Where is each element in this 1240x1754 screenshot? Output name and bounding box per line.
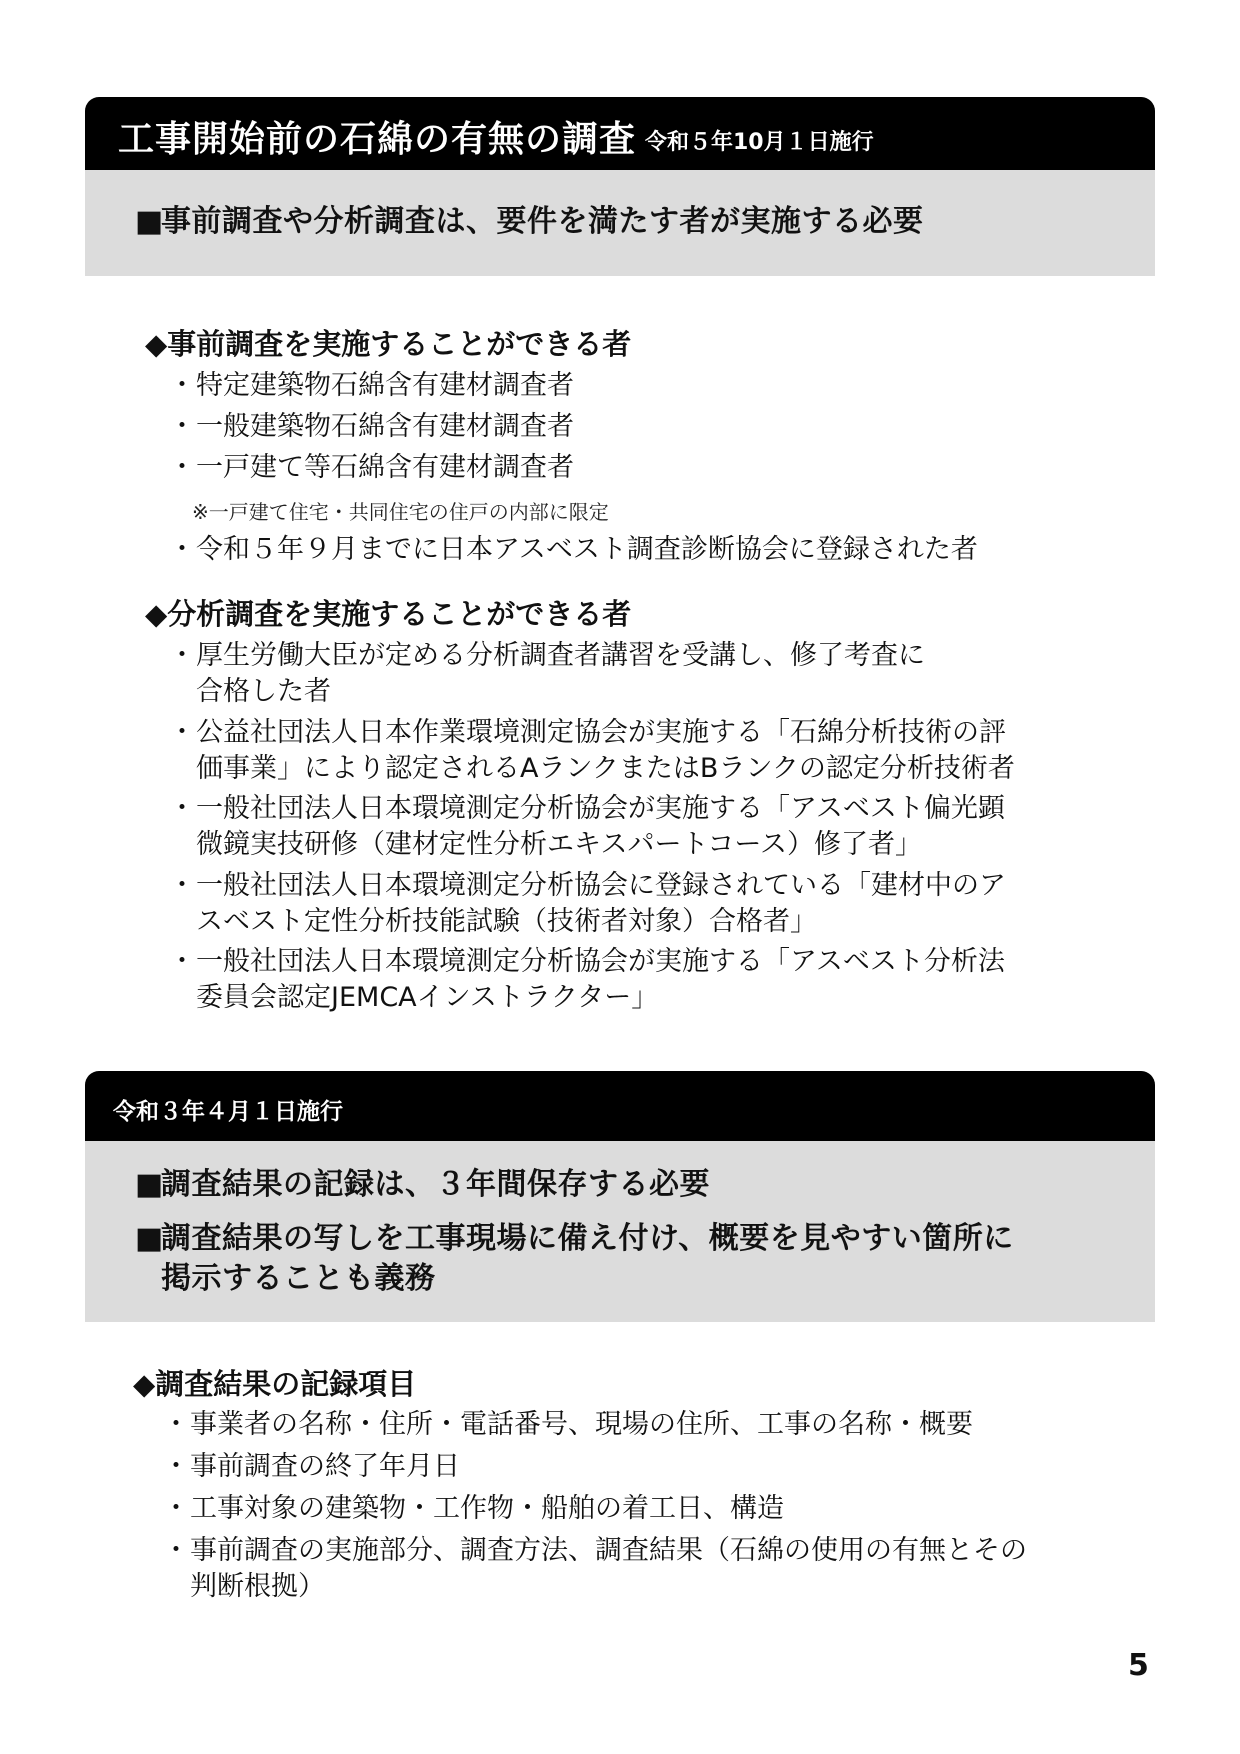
bullet-icon: ・ bbox=[168, 370, 196, 401]
page-number: 5 bbox=[1128, 1648, 1149, 1683]
bullet-icon: ・ bbox=[168, 534, 196, 565]
list-item: ・事前調査の終了年月日 bbox=[162, 1449, 460, 1485]
section-header-asbestos-survey bbox=[85, 97, 1155, 170]
bullet-icon: ・ bbox=[168, 793, 196, 824]
requirement-text: ■事前調査や分析調査は、要件を満たす者が実施する必要 bbox=[135, 204, 924, 239]
bullet-icon: ・ bbox=[168, 640, 196, 671]
list-item: ・一般社団法人日本環境測定分析協会が実施する「アスベスト分析法 委員会認定JEMCAインストラクター」 bbox=[168, 946, 1005, 1013]
requirement-box bbox=[85, 170, 1155, 276]
bullet-icon: ・ bbox=[168, 870, 196, 901]
list-item: ・厚生労働大臣が定める分析調査者講習を受講し、修了考査に 合格した者 bbox=[168, 640, 925, 707]
list-item: ・一戸建て等石綿含有建材調査者 bbox=[168, 450, 574, 486]
bullet-icon: ・ bbox=[162, 1451, 190, 1482]
bullet-icon: ・ bbox=[162, 1535, 190, 1566]
bullet-icon: ・ bbox=[168, 452, 196, 483]
list-item: ・公益社団法人日本作業環境測定協会が実施する「石綿分析技術の評 価事業」により認定されるAランクまたはBランクの認定分析技術者 bbox=[168, 717, 1015, 784]
record-items-heading: ◆調査結果の記録項目 bbox=[133, 1367, 417, 1401]
list-item: ・工事対象の建築物・工作物・船舶の着工日、構造 bbox=[162, 1491, 784, 1527]
section-title: 工事開始前の石綿の有無の調査 bbox=[118, 119, 637, 160]
section-header-record-keeping bbox=[85, 1071, 1155, 1141]
bullet-icon: ・ bbox=[162, 1493, 190, 1524]
requirement-box bbox=[85, 1141, 1155, 1322]
list-item: ・令和５年９月までに日本アスベスト調査診断協会に登録された者 bbox=[168, 532, 978, 568]
bullet-icon: ・ bbox=[168, 946, 196, 977]
bullet-icon: ・ bbox=[168, 717, 196, 748]
list-item: ・事業者の名称・住所・電話番号、現場の住所、工事の名称・概要 bbox=[162, 1407, 973, 1443]
effective-date: 令和３年４月１日施行 bbox=[113, 1099, 343, 1125]
square-bullet-icon: ■ bbox=[135, 1167, 164, 1202]
list-item: ・一般建築物石綿含有建材調査者 bbox=[168, 409, 574, 445]
list-item: ・事前調査の実施部分、調査方法、調査結果（石綿の使用の有無とその 判断根拠） bbox=[162, 1535, 1027, 1602]
requirement-text: ■調査結果の記録は、３年間保存する必要 bbox=[135, 1167, 710, 1202]
list-item: ・特定建築物石綿含有建材調査者 bbox=[168, 368, 574, 404]
effective-date: 令和５年10月１日施行 bbox=[645, 130, 874, 155]
requirement-text: ■調査結果の写しを工事現場に備え付け、概要を見やすい箇所に bbox=[135, 1221, 1014, 1256]
square-bullet-icon: ■ bbox=[135, 204, 164, 239]
pre-survey-heading: ◆事前調査を実施することができる者 bbox=[145, 327, 632, 361]
bullet-icon: ・ bbox=[162, 1409, 190, 1440]
bullet-icon: ・ bbox=[168, 411, 196, 442]
list-note: ※一戸建て住宅・共同住宅の住戸の内部に限定 bbox=[192, 500, 609, 524]
analysis-survey-heading: ◆分析調査を実施することができる者 bbox=[145, 597, 632, 631]
requirement-text-continued: 掲示することも義務 bbox=[161, 1261, 436, 1296]
square-bullet-icon: ■ bbox=[135, 1221, 164, 1256]
list-item: ・一般社団法人日本環境測定分析協会に登録されている「建材中のア スベスト定性分析技能試験（技術者対象）合格者」 bbox=[168, 870, 1006, 937]
list-item: ・一般社団法人日本環境測定分析協会が実施する「アスベスト偏光顕 微鏡実技研修（建材定性分析エキスパートコース）修了者」 bbox=[168, 793, 1005, 860]
